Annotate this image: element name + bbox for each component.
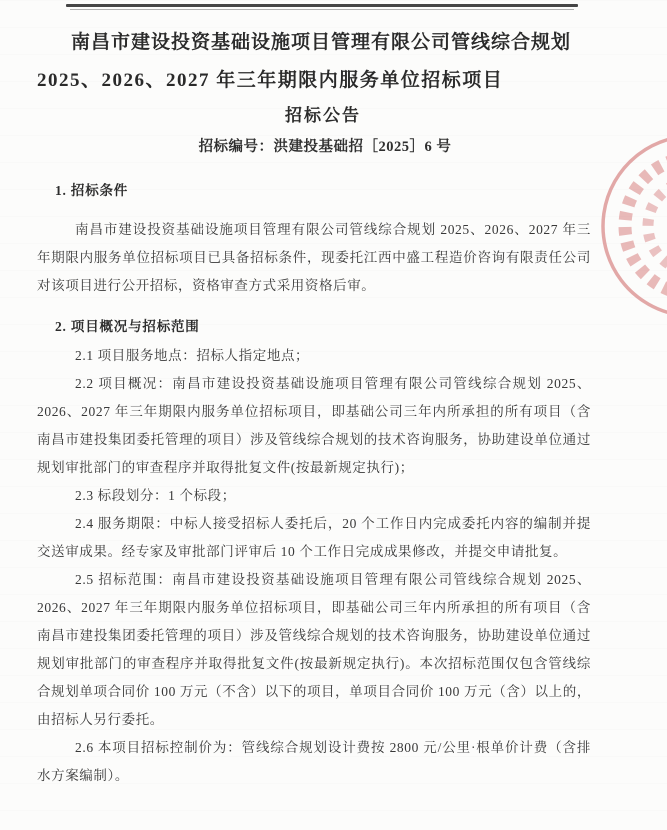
announcement-subtitle: 招标公告 (285, 106, 361, 125)
document-title (37, 24, 591, 100)
section-2-1-paragraph: 2.1 项目服务地点：招标人指定地点； (75, 348, 310, 363)
section-2-3-paragraph: 2.3 标段划分：1 个标段； (75, 488, 236, 503)
section-2-5-paragraph: 2.5 招标范围：南昌市建设投资基础设施项目管理有限公司管线综合规划 2025、2026、2027 年三年期限内服务单位招标项目，即基础公司三年内所承担的所有项目（含南昌市建投集团委托管理的项目）涉及管线综合规划的技术咨询服务，协助建设单位通过规划审批部门的审查程序并取得批复文件(按最新规定执行)。本次招标范围仅包含管线综合规划单项合同价 100 万元（不含）以下的项目，单项目合同价 100 万元（含）以上的，由招标人另行委托。 (37, 572, 591, 727)
section-2-heading: 2. 项目概况与招标范围 (55, 319, 200, 334)
bid-number: 招标编号：洪建投基础招［2025］6 号 (198, 139, 452, 155)
section-2-6-paragraph: 2.6 本项目招标控制价为：管线综合规划设计费按 2800 元/公里·根单价计费（含排水方案编制）。 (37, 740, 591, 783)
document-title-line2: 2025、2026、2027 年三年期限内服务单位招标项目 (37, 70, 504, 91)
section-1-paragraph: 南昌市建设投资基础设施项目管理有限公司管线综合规划 2025、2026、2027 年三年期限内服务单位招标项目已具备招标条件，现委托江西中盛工程造价咨询有限责任公司对该项目进行公开招标，资格审查方式采用资格后审。 (37, 222, 591, 293)
document-title-line1: 南昌市建设投资基础设施项目管理有限公司管线综合规划 (70, 32, 571, 53)
section-2-2-paragraph: 2.2 项目概况：南昌市建设投资基础设施项目管理有限公司管线综合规划 2025、2026、2027 年三年期限内服务单位招标项目，即基础公司三年内所承担的所有项目（含南昌市建投集团委托管理的项目）涉及管线综合规划的技术咨询服务，协助建设单位通过规划审批部门的审查程序并取得批复文件(按最新规定执行)； (37, 376, 591, 475)
section-2-4-paragraph: 2.4 服务期限：中标人接受招标人委托后，20 个工作日内完成委托内容的编制并提交送审成果。经专家及审批部门评审后 10 个工作日完成成果修改，并提交申请批复。 (37, 516, 591, 559)
section-1-heading: 1. 招标条件 (55, 183, 129, 198)
